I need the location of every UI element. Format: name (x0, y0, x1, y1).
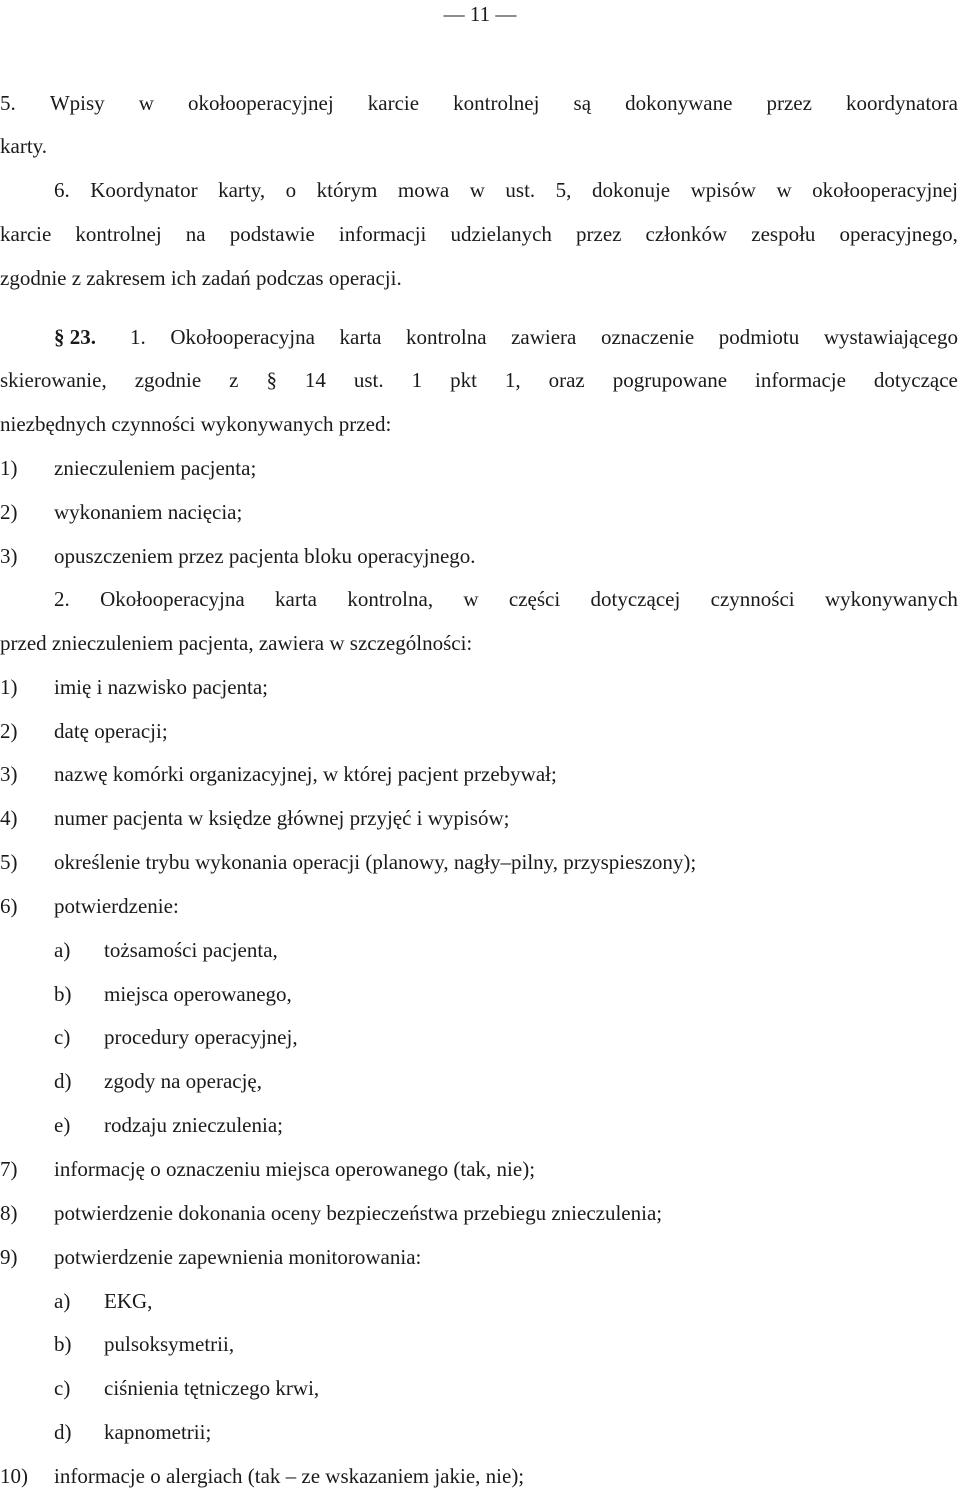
word: karcie (367, 91, 420, 115)
word: Koordynator (90, 178, 198, 202)
word: Okołooperacyjna (100, 587, 245, 611)
sub-list-item-text: ciśnienia tętniczego krwi, (104, 1376, 320, 1400)
word: okołooperacyjnej (187, 91, 334, 115)
sub-list-item-text: zgody na operację, (104, 1069, 263, 1093)
word: wystawiającego (823, 325, 958, 349)
list-item-number: 4) (0, 806, 18, 830)
section-23-line-2 (0, 366, 958, 394)
word: Wpisy (49, 91, 105, 115)
word: 5. (0, 91, 16, 115)
word: członków (645, 222, 728, 246)
word: z (229, 368, 239, 392)
list-item-number: 3) (0, 762, 18, 786)
word: 6. (54, 178, 70, 202)
word: okołooperacyjnej (812, 178, 958, 202)
list-item-text: potwierdzenie zapewnienia monitorowania: (54, 1245, 422, 1269)
list-item-text: imię i nazwisko pacjenta; (54, 675, 269, 699)
word: wpisów (690, 178, 756, 202)
sub-list-item-letter: d) (54, 1069, 72, 1093)
word: pogrupowane (612, 368, 728, 392)
list-item-text: datę operacji; (54, 719, 168, 743)
word: części (508, 587, 561, 611)
word: czynności (710, 587, 795, 611)
word: kontrolna (406, 325, 487, 349)
word: karcie (0, 222, 52, 246)
word: karta (275, 587, 318, 611)
word: koordynatora (846, 91, 958, 115)
word: 5, (555, 178, 572, 202)
word: § (266, 368, 277, 392)
word: 1 (411, 368, 423, 392)
word: kontrolna, (347, 587, 434, 611)
word: podmiotu (718, 325, 800, 349)
sub-list-item-letter: d) (54, 1420, 72, 1444)
word: o (285, 178, 297, 202)
sub-list-item-letter: a) (54, 1289, 71, 1313)
word: ust. (353, 368, 384, 392)
word: w (138, 91, 154, 115)
word: 1. (130, 325, 146, 349)
word: karty, (218, 178, 266, 202)
word: 1, (504, 368, 521, 392)
word: zawiera (511, 325, 577, 349)
word: oznaczenie (600, 325, 695, 349)
paragraph-6-line-2 (0, 220, 958, 248)
word: są (573, 91, 592, 115)
word: podstawie (229, 222, 315, 246)
list-item-number: 1) (0, 675, 18, 699)
paragraph-6-line-1 (54, 176, 958, 204)
list-item-number: 1) (0, 456, 18, 480)
list-item-text: numer pacjenta w księdze głównej przyjęć i wypisów; (54, 806, 510, 830)
paragraph-6-line-3: zgodnie z zakresem ich zadań podczas operacji. (0, 266, 402, 290)
word: skierowanie, (0, 368, 107, 392)
word: dotyczące (873, 368, 958, 392)
word: informacje (755, 368, 846, 392)
section-23-line-1-text (130, 323, 958, 351)
sub-list-item-text: rodzaju znieczulenia; (104, 1113, 283, 1137)
paragraph-2-line-2: przed znieczuleniem pacjenta, zawiera w szczególności: (0, 631, 473, 655)
word: udzielanych (450, 222, 552, 246)
list-item-number: 7) (0, 1157, 18, 1181)
word: kontrolnej (75, 222, 162, 246)
list-item-text: znieczuleniem pacjenta; (54, 456, 257, 480)
list-item-text: wykonaniem nacięcia; (54, 500, 243, 524)
list-item-text: określenie trybu wykonania operacji (planowy, nagły–pilny, przyspieszony); (54, 850, 697, 874)
sub-list-item-text: kapnometrii; (104, 1420, 212, 1444)
word: dokonuje (591, 178, 671, 202)
list-item-text: informację o oznaczeniu miejsca operowanego (tak, nie); (54, 1157, 536, 1181)
sub-list-item-text: procedury operacyjnej, (104, 1025, 298, 1049)
word: pkt (450, 368, 477, 392)
word: kontrolnej (453, 91, 540, 115)
list-item-number: 8) (0, 1201, 18, 1225)
word: 2. (54, 587, 70, 611)
word: oraz (548, 368, 585, 392)
sub-list-item-letter: b) (54, 982, 72, 1006)
word: w (469, 178, 485, 202)
sub-list-item-letter: a) (54, 938, 71, 962)
sub-list-item-text: pulsoksymetrii, (104, 1332, 235, 1356)
word: w (463, 587, 479, 611)
word: zespołu (751, 222, 816, 246)
list-item-text: potwierdzenie: (54, 894, 179, 918)
list-item-text: informacje o alergiach (tak – ze wskazaniem jakie, nie); (54, 1464, 525, 1488)
sub-list-item-letter: c) (54, 1376, 71, 1400)
word: operacyjnego, (839, 222, 958, 246)
word: przez (576, 222, 622, 246)
sub-list-item-letter: b) (54, 1332, 72, 1356)
word: Okołooperacyjna (170, 325, 315, 349)
word: którym (316, 178, 378, 202)
list-item-number: 9) (0, 1245, 18, 1269)
section-23-line-3: niezbędnych czynności wykonywanych przed: (0, 412, 392, 436)
word: ust. (505, 178, 536, 202)
word: dokonywane (625, 91, 733, 115)
list-item-text: nazwę komórki organizacyjnej, w której pacjent przebywał; (54, 762, 557, 786)
sub-list-item-text: EKG, (104, 1289, 153, 1313)
sub-list-item-text: tożsamości pacjenta, (104, 938, 278, 962)
paragraph-5-line-1 (0, 89, 958, 117)
section-23-label: § 23. (54, 325, 96, 349)
section-23-line-1 (54, 323, 958, 351)
list-item-text: potwierdzenie dokonania oceny bezpieczeństwa przebiegu znieczulenia; (54, 1201, 663, 1225)
list-item-number: 3) (0, 544, 18, 568)
word: 14 (304, 368, 326, 392)
sub-list-item-text: miejsca operowanego, (104, 982, 292, 1006)
sub-list-item-letter: c) (54, 1025, 71, 1049)
word: dotyczącej (590, 587, 681, 611)
list-item-number: 5) (0, 850, 18, 874)
word: informacji (338, 222, 427, 246)
word: na (185, 222, 206, 246)
list-item-number: 2) (0, 500, 18, 524)
word: mowa (397, 178, 450, 202)
list-item-number: 2) (0, 719, 18, 743)
word: przez (766, 91, 812, 115)
paragraph-5-line-2: karty. (0, 134, 48, 158)
page-number: — 11 — (443, 2, 517, 26)
word: wykonywanych (824, 587, 958, 611)
list-item-number: 10) (0, 1464, 28, 1488)
list-item-number: 6) (0, 894, 18, 918)
list-item-text: opuszczeniem przez pacjenta bloku operacyjnego. (54, 544, 476, 568)
word: w (776, 178, 792, 202)
paragraph-2-line-1 (54, 585, 958, 613)
word: zgodnie (134, 368, 202, 392)
sub-list-item-letter: e) (54, 1113, 71, 1137)
word: karta (339, 325, 382, 349)
